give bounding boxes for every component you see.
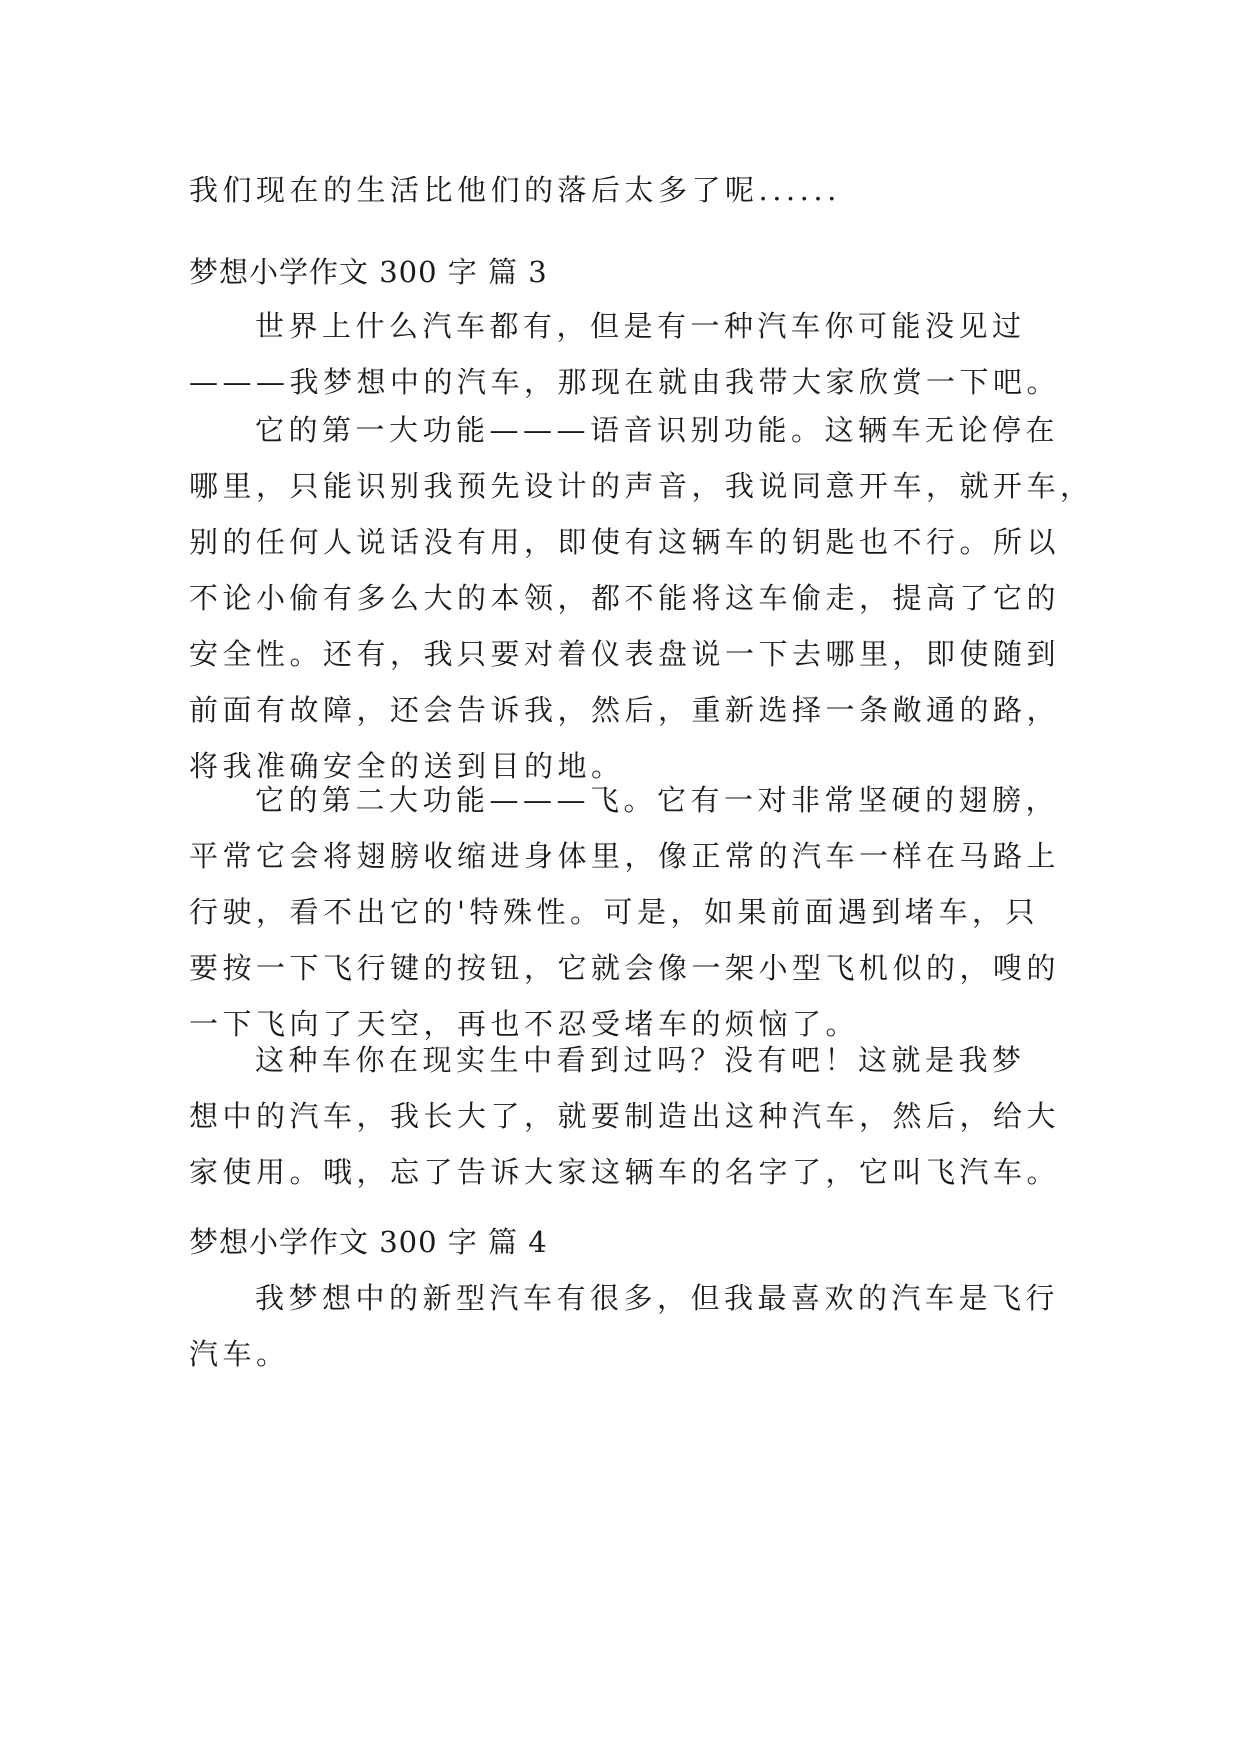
text-line: 哪里，只能识别我预先设计的声音，我说同意开车，就开车， xyxy=(189,469,1094,503)
text-line: 汽车。 xyxy=(189,1337,290,1371)
text-line: 前面有故障，还会告诉我，然后，重新选择一条敞通的路， xyxy=(189,693,1061,727)
text-line: 家使用。哦，忘了告诉大家这辆车的名字了，它叫飞汽车。 xyxy=(189,1155,1061,1189)
section-4-heading: 梦想小学作文 300 字 篇 4 xyxy=(189,1225,548,1259)
text-line: 它的第一大功能———语音识别功能。这辆车无论停在 xyxy=(255,413,1060,447)
section-3-paragraph-4 xyxy=(189,1032,1059,1200)
text-line: 将我准确安全的送到目的地。 xyxy=(189,749,625,783)
intro-tail-text: 我们现在的生活比他们的落后太多了呢...... xyxy=(189,173,841,207)
text-line: 别的任何人说话没有用，即使有这辆车的钥匙也不行。所以 xyxy=(189,525,1061,559)
text-line: 行驶，看不出它的'特殊性。可是，如果前面遇到堵车，只 xyxy=(189,895,1039,929)
text-line: 要按一下飞行键的按钮，它就会像一架小型飞机似的，嗖的 xyxy=(189,951,1061,985)
text-line: 想中的汽车，我长大了，就要制造出这种汽车，然后，给大 xyxy=(189,1099,1061,1133)
text-line: 它的第二大功能———飞。它有一对非常坚硬的翅膀， xyxy=(255,783,1060,817)
text-line: 一下飞向了天空，再也不忍受堵车的烦恼了。 xyxy=(189,1007,860,1041)
text-line: 世界上什么汽车都有，但是有一种汽车你可能没见过 xyxy=(255,309,1026,343)
section-3-paragraph-1 xyxy=(189,298,1059,410)
section-4-paragraph-1 xyxy=(189,1270,1059,1382)
section-3-paragraph-3 xyxy=(189,772,1059,1052)
section-3-heading: 梦想小学作文 300 字 篇 3 xyxy=(189,255,548,289)
text-line: 我梦想中的新型汽车有很多，但我最喜欢的汽车是飞行 xyxy=(255,1281,1060,1315)
text-line: 这种车你在现实生中看到过吗？没有吧！这就是我梦 xyxy=(255,1043,1026,1077)
text-line: 不论小偷有多么大的本领，都不能将这车偷走，提高了它的 xyxy=(189,581,1061,615)
text-line: 平常它会将翅膀收缩进身体里，像正常的汽车一样在马路上 xyxy=(189,839,1061,873)
text-line: 安全性。还有，我只要对着仪表盘说一下去哪里，即使随到 xyxy=(189,637,1061,671)
text-line: ———我梦想中的汽车，那现在就由我带大家欣赏一下吧。 xyxy=(189,365,1061,399)
section-3-paragraph-2 xyxy=(189,402,1094,794)
